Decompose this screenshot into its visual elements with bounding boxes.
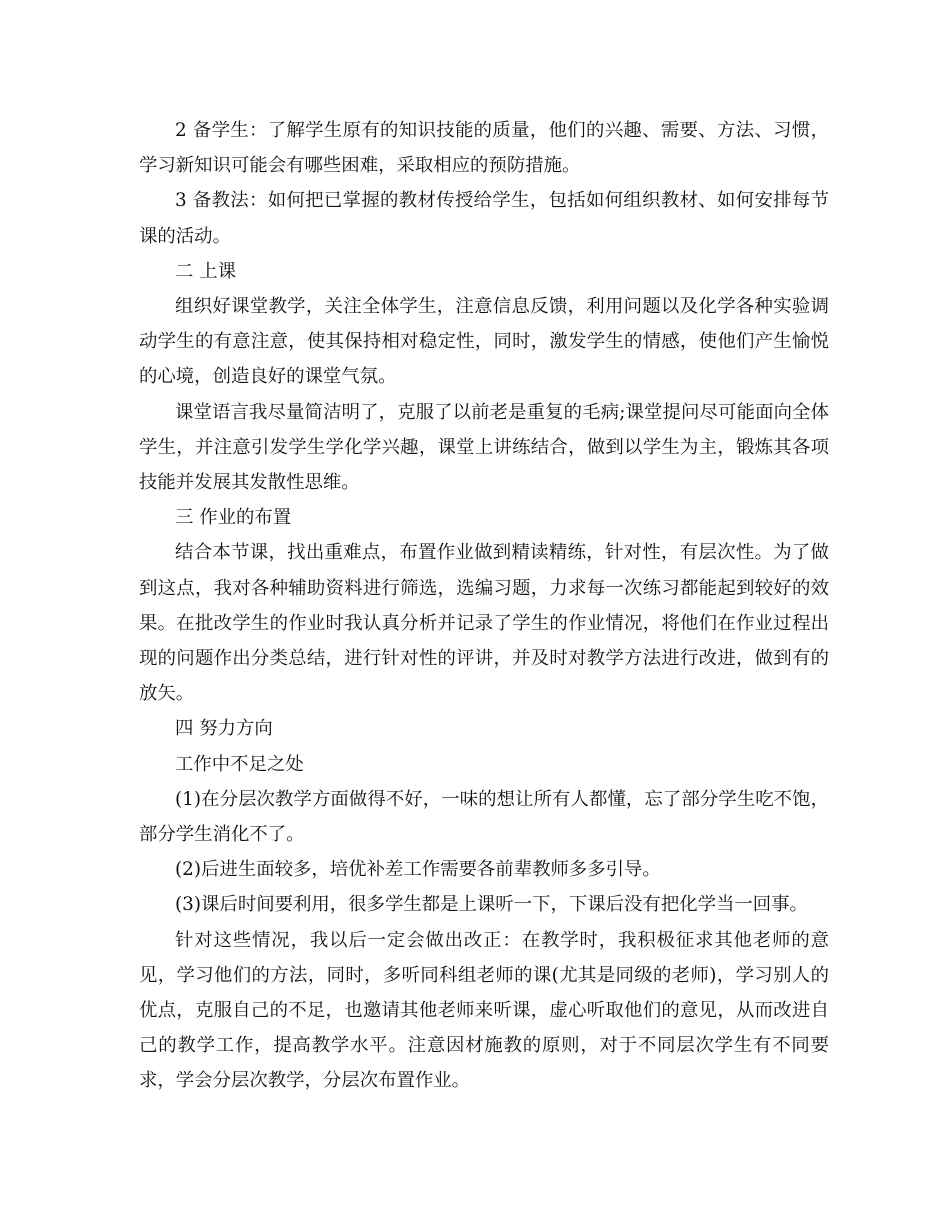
section-heading-direction: 四 努力方向 (175, 718, 273, 740)
paragraph-classroom-organization: 组织好课堂教学，关注全体学生，注意信息反馈，利用问题以及化学各种实验调动学生的有意注意，使其保持相对稳定性，同时，激发学生的情感，使他们产生愉悦的心境，创造良好的课堂气氛。 (139, 296, 829, 388)
list-item-shortcoming-2: (2)后进生面较多，培优补差工作需要各前辈教师多多引导。 (175, 859, 661, 881)
list-item-shortcoming-3: (3)课后时间要利用，很多学生都是上课听一下，下课后没有把化学当一回事。 (175, 894, 808, 916)
paragraph-classroom-language: 课堂语言我尽量简洁明了，克服了以前老是重复的毛病;课堂提问尽可能面向全体学生，并注意引发学生学化学兴趣，课堂上讲练结合，做到以学生为主，锻炼其各项技能并发展其发散性思维。 (139, 401, 829, 494)
section-heading-homework: 三 作业的布置 (175, 507, 292, 529)
paragraph-improvement-plan: 针对这些情况，我以后一定会做出改正：在教学时，我积极征求其他老师的意见，学习他们的方法，同时，多听同科组老师的课(尤其是同级的老师)，学习别人的优点，克服自己的不足，也邀请其他老师来听课，虚心听取他们的意见，从而改进自己的教学工作，提高教学水平。注意因材施教的原则，对于不同层次学生有不同要求，学会分层次教学，分层次布置作业。 (139, 929, 829, 1092)
section-heading-class: 二 上课 (175, 260, 237, 282)
paragraph-prepare-students: 2 备学生：了解学生原有的知识技能的质量，他们的兴趣、需要、方法、习惯，学习新知识可能会有哪些困难，采取相应的预防措施。 (139, 120, 829, 177)
paragraph-homework: 结合本节课，找出重难点，布置作业做到精读精练，针对性，有层次性。为了做到这点，我对各种辅助资料进行筛选，选编习题，力求每一次练习都能起到较好的效果。在批改学生的作业时我认真分析并记录了学生的作业情况，将他们在作业过程出现的问题作出分类总结，进行针对性的评讲，并及时对教学方法进行改进，做到有的放矢。 (139, 542, 829, 705)
paragraph-prepare-methods: 3 备教法：如何把已掌握的教材传授给学生，包括如何组织教材、如何安排每节课的活动。 (139, 190, 829, 247)
list-item-shortcoming-1: (1)在分层次教学方面做得不好，一味的想让所有人都懂，忘了部分学生吃不饱，部分学生消化不了。 (139, 788, 829, 846)
document-body (139, 113, 829, 1099)
subheading-shortcomings: 工作中不足之处 (175, 753, 304, 775)
